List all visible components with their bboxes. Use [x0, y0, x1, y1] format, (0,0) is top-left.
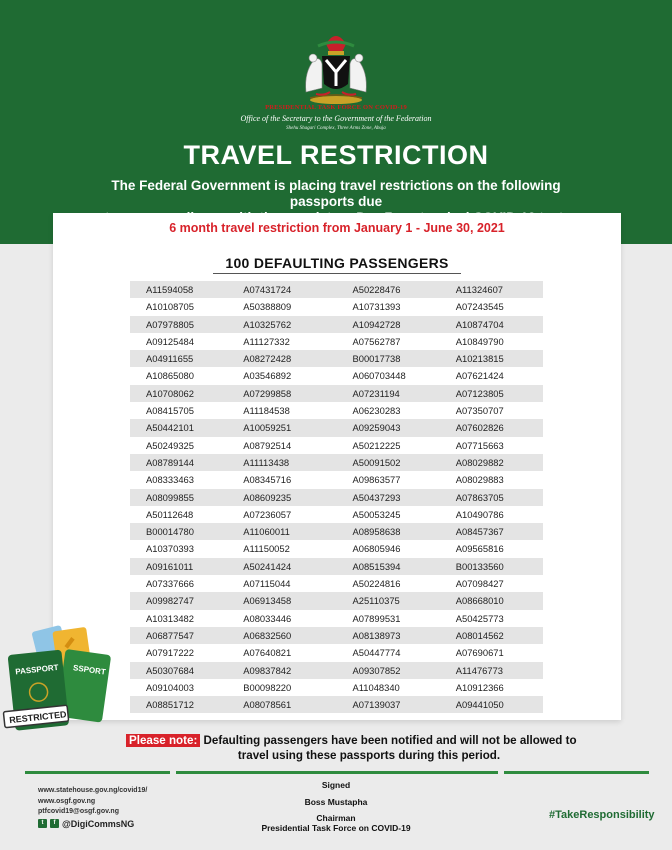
- passport-number: A50307684: [146, 664, 194, 676]
- passport-number: A50212225: [352, 439, 401, 451]
- passport-number: A07621424: [455, 370, 504, 382]
- passport-number: A07299858: [243, 387, 292, 399]
- passport-number: A10325762: [243, 318, 292, 330]
- passport-number: A06805946: [352, 543, 401, 555]
- passport-number: A50228476: [352, 284, 401, 295]
- restriction-period: 6 month travel restriction from January 1 - June 30, 2021: [169, 221, 505, 235]
- passport-number: A08138973: [352, 629, 401, 641]
- table-row: [130, 627, 543, 644]
- passport-number: A09837842: [243, 664, 292, 676]
- table-row: [130, 523, 543, 540]
- passport-number: A10708062: [146, 387, 194, 399]
- passport-number: A10942728: [352, 318, 401, 330]
- passport-number: A07431724: [243, 284, 292, 295]
- passport-number: A09441050: [455, 699, 504, 711]
- passport-number: A50442101: [146, 422, 194, 434]
- note-line-1: Defaulting passengers have been notified and will not be allowed to: [203, 734, 577, 747]
- note: [126, 733, 596, 763]
- passport-number: B00017738: [352, 353, 401, 365]
- table-row: [130, 558, 543, 575]
- passport-number: B00133560: [455, 560, 504, 572]
- passport-table: [130, 281, 543, 713]
- passport-number: A50249325: [146, 439, 194, 451]
- passport-number: A50437293: [352, 491, 401, 503]
- passport-number: A10731393: [352, 301, 401, 313]
- hashtag-part-2: Responsibility: [579, 809, 655, 821]
- table-row: [130, 454, 543, 471]
- passport-number: A11127332: [243, 335, 290, 347]
- passport-number: A03546892: [243, 370, 292, 382]
- table-row: [130, 333, 543, 350]
- passport-number: A11324607: [455, 284, 504, 295]
- table-row: [130, 489, 543, 506]
- passport-number: A08345716: [243, 474, 292, 486]
- passport-number: A10370393: [146, 543, 194, 555]
- passport-number: A09565816: [455, 543, 504, 555]
- note-label: Please note:: [126, 734, 200, 747]
- table-row: [130, 592, 543, 609]
- restricted-passport-illustration: [0, 616, 120, 740]
- facebook-icon: f: [50, 819, 59, 828]
- passport-number: A07236057: [243, 508, 292, 520]
- passport-number: A50425773: [455, 612, 504, 624]
- signatory-name: Boss Mustapha: [304, 797, 368, 807]
- passport-number: A060703448: [352, 370, 406, 382]
- table-row: [130, 540, 543, 557]
- hashtag-part-1: #Take: [549, 809, 580, 821]
- passport-number: A07978805: [146, 318, 194, 330]
- passport-number: A08014562: [455, 629, 504, 641]
- passport-number: A06877547: [146, 629, 194, 641]
- passport-number: A10874704: [455, 318, 504, 330]
- passport-number: A10490786: [455, 508, 504, 520]
- table-row: [130, 281, 543, 298]
- footer-divider-left: [25, 771, 170, 774]
- social-handle[interactable]: @DigiCommsNG: [62, 818, 135, 829]
- passport-number: A10108705: [146, 301, 194, 313]
- passport-number: A50224816: [352, 578, 401, 590]
- org-name: PRESIDENTIAL TASK FORCE ON COVID-19: [265, 104, 407, 111]
- passport-number: A11594058: [146, 284, 194, 295]
- passport-number: A07899531: [352, 612, 401, 624]
- passport-number: A06913458: [243, 595, 292, 607]
- passport-number: A07640821: [243, 647, 292, 659]
- passport-number: A08789144: [146, 456, 194, 468]
- passport-number: A11150052: [243, 543, 290, 555]
- footer-divider-right: [504, 771, 649, 774]
- passport-number: A50447774: [352, 647, 401, 659]
- twitter-icon: t: [38, 819, 47, 828]
- table-row: [130, 696, 543, 713]
- passport-number: A50241424: [243, 560, 292, 572]
- office-address: Shehu Shagari Complex, Three Arms Zone, Abuja: [286, 126, 386, 131]
- passport-number: A07350707: [455, 405, 504, 417]
- link-osgf[interactable]: www.osgf.gov.ng: [38, 797, 96, 805]
- passport-number: A10059251: [243, 422, 292, 434]
- signatory-role: Chairman: [316, 813, 356, 823]
- passport-number: A11113438: [243, 456, 290, 468]
- passport-number: A07337666: [146, 578, 194, 590]
- passport-number: A07115044: [243, 578, 291, 590]
- passport-number: A10313482: [146, 612, 194, 624]
- passport-number: A08457367: [455, 526, 504, 538]
- coat-of-arms-icon: [296, 22, 376, 106]
- table-row: [130, 298, 543, 315]
- table-row: [130, 471, 543, 488]
- passport-number: A07917222: [146, 647, 194, 659]
- passport-number: A08792514: [243, 439, 292, 451]
- table-row: [130, 350, 543, 367]
- list-heading-underline: [213, 273, 461, 274]
- passport-number: A08099855: [146, 491, 194, 503]
- passport-number: A09307852: [352, 664, 401, 676]
- signatory-body: Presidential Task Force on COVID-19: [261, 823, 411, 833]
- table-row: [130, 419, 543, 436]
- passport-number: A11476773: [455, 664, 504, 676]
- passport-number: A07715663: [455, 439, 504, 451]
- passport-number: A08029882: [455, 456, 504, 468]
- passport-number: A07123805: [455, 387, 504, 399]
- passport-number: A08078561: [243, 699, 292, 711]
- passport-number: A06832560: [243, 629, 292, 641]
- passport-number: A07243545: [455, 301, 504, 313]
- passport-number: B00098220: [243, 681, 292, 693]
- passport-number: A11048340: [352, 681, 400, 693]
- passport-number: A08333463: [146, 474, 194, 486]
- svg-text:RESTRICTED: RESTRICTED: [8, 709, 67, 726]
- table-row: [130, 506, 543, 523]
- office-name: Office of the Secretary to the Government of the Federation: [240, 114, 432, 123]
- passport-number: A08958638: [352, 526, 401, 538]
- passport-number: A50112648: [146, 508, 194, 520]
- passport-number: A08851712: [146, 699, 194, 711]
- hashtag: [549, 809, 655, 821]
- passport-number: A07690671: [455, 647, 504, 659]
- note-line-2: travel using these passports during this period.: [237, 749, 501, 762]
- table-row: [130, 644, 543, 661]
- passport-number: A07098427: [455, 578, 504, 590]
- table-row: [130, 402, 543, 419]
- passport-number: A10213815: [455, 353, 504, 365]
- passport-number: A07231194: [352, 387, 400, 399]
- passport-number: A11060011: [243, 526, 290, 538]
- passport-list-card: [53, 213, 621, 720]
- passport-number: A50388809: [243, 301, 292, 313]
- passport-number: A08668010: [455, 595, 504, 607]
- passport-number: A50091502: [352, 456, 401, 468]
- passport-number: A07139037: [352, 699, 401, 711]
- passport-number: A10865080: [146, 370, 194, 382]
- passport-number: A07602826: [455, 422, 504, 434]
- passport-number: A10912366: [455, 681, 504, 693]
- subtitle-line-1: The Federal Government is placing travel restrictions on the following passports due: [111, 178, 561, 209]
- passport-number: A08272428: [243, 353, 292, 365]
- passport-number: A07562787: [352, 335, 401, 347]
- passport-number: A09259043: [352, 422, 401, 434]
- signed-label: Signed: [321, 780, 351, 790]
- passport-number: A09982747: [146, 595, 194, 607]
- table-row: [130, 437, 543, 454]
- passport-number: A07863705: [455, 491, 504, 503]
- table-row: [130, 316, 543, 333]
- table-row: [130, 610, 543, 627]
- passport-number: B00014780: [146, 526, 194, 538]
- passport-number: A06230283: [352, 405, 401, 417]
- passport-number: A25110375: [352, 595, 400, 607]
- table-row: [130, 662, 543, 679]
- passport-back-label: SSPORT: [72, 663, 107, 677]
- passport-number: A08029883: [455, 474, 504, 486]
- passport-number: A08609235: [243, 491, 292, 503]
- list-heading: 100 DEFAULTING PASSENGERS: [225, 255, 449, 271]
- link-email[interactable]: ptfcovid19@osgf.gov.ng: [38, 808, 119, 815]
- page-title: TRAVEL RESTRICTION: [183, 140, 489, 170]
- footer-divider-center: [176, 771, 498, 774]
- passport-front-label: PASSPORT: [14, 662, 60, 677]
- table-row: [130, 367, 543, 384]
- table-row: [130, 679, 543, 696]
- passport-number: A08515394: [352, 560, 401, 572]
- passport-number: A10849790: [455, 335, 504, 347]
- passport-number: A09161011: [146, 560, 194, 572]
- table-row: [130, 385, 543, 402]
- passport-number: A04911655: [146, 353, 194, 365]
- passport-number: A09125484: [146, 335, 194, 347]
- passport-number: A08415705: [146, 405, 194, 417]
- link-statehouse[interactable]: www.statehouse.gov.ng/covid19/: [38, 787, 148, 794]
- table-row: [130, 575, 543, 592]
- passport-number: A09104003: [146, 681, 194, 693]
- passport-number: A08033446: [243, 612, 292, 624]
- passport-number: A09863577: [352, 474, 401, 486]
- passport-number: A11184538: [243, 405, 290, 417]
- passport-number: A50053245: [352, 508, 401, 520]
